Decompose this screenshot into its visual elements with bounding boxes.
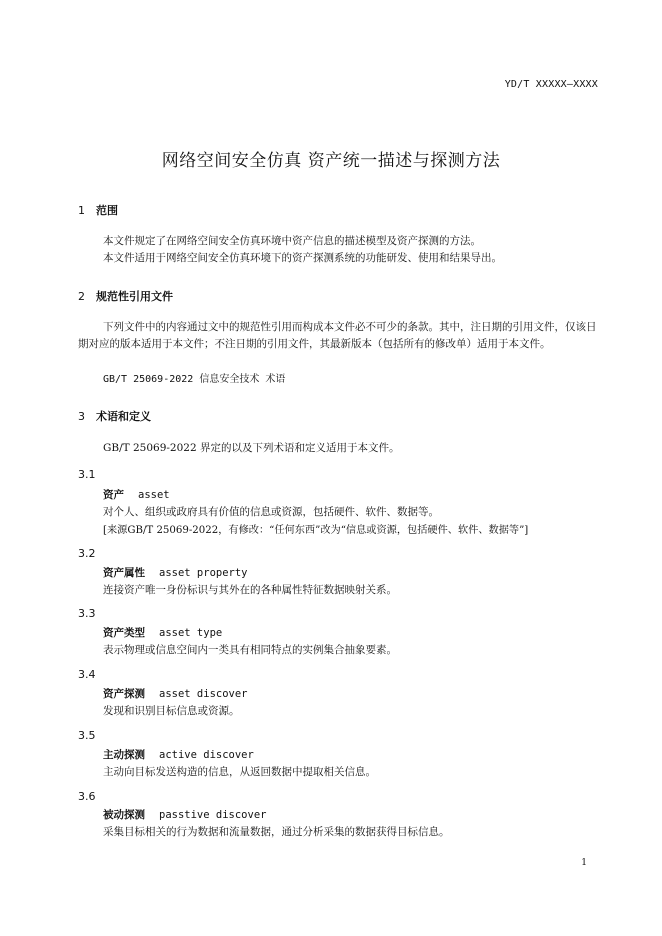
- term-chinese: 资产探测: [103, 688, 145, 700]
- term-english: asset: [138, 489, 170, 501]
- term-heading: [103, 565, 248, 580]
- term-english: asset property: [159, 567, 248, 579]
- term-heading: [103, 747, 254, 762]
- section-title: 规范性引用文件: [96, 290, 173, 303]
- clause-number: 3.3: [78, 607, 96, 620]
- terms-intro: GB/T 25069-2022 界定的以及下列术语和定义适用于本文件。: [103, 442, 400, 454]
- section-title: 范围: [96, 204, 118, 217]
- scope-paragraph-2: 本文件适用于网络空间安全仿真环境下的资产探测系统的功能研发、使用和结果导出。: [103, 252, 502, 264]
- term-definition: 发现和识别目标信息或资源。: [103, 705, 240, 717]
- term-heading: [103, 487, 170, 502]
- term-definition: 对个人、组织或政府具有价值的信息或资源，包括硬件、软件、数据等。: [103, 506, 439, 518]
- term-chinese: 资产: [103, 489, 124, 501]
- term-definition: 采集目标相关的行为数据和流量数据，通过分析采集的数据获得目标信息。: [103, 826, 450, 838]
- document-title: 网络空间安全仿真 资产统一描述与探测方法: [161, 151, 501, 171]
- term-heading: [103, 625, 222, 640]
- clause-number: 3.5: [78, 729, 96, 742]
- term-definition: 表示物理或信息空间内一类具有相同特点的实例集合抽象要素。: [103, 644, 397, 656]
- term-chinese: 被动探测: [103, 809, 145, 821]
- section-heading-terms: [78, 408, 151, 424]
- section-title: 术语和定义: [96, 410, 151, 423]
- term-definition: 主动向目标发送构造的信息，从返回数据中提取相关信息。: [103, 766, 376, 778]
- section-number: 3: [78, 410, 85, 423]
- term-english: active discover: [159, 749, 254, 761]
- term-english: passtive discover: [159, 809, 267, 821]
- term-english: asset discover: [159, 688, 248, 700]
- section-heading-scope: [78, 202, 118, 218]
- clause-number: 3.1: [78, 468, 96, 481]
- term-source-note: [来源GB/T 25069-2022，有修改：“任何东西”改为“信息或资源，包括硬件、软件、数据等”]: [103, 525, 529, 536]
- term-heading: [103, 686, 248, 701]
- section-heading-normative: [78, 288, 173, 304]
- term-heading: [103, 807, 266, 822]
- term-english: asset type: [159, 627, 223, 639]
- clause-number: 3.2: [78, 547, 96, 560]
- term-chinese: 资产属性: [103, 567, 145, 579]
- section-number: 2: [78, 290, 85, 303]
- page-number: 1: [581, 858, 587, 868]
- normative-paragraph: 下列文件中的内容通过文中的规范性引用而构成本文件必不可少的条款。其中，注日期的引用文件，仅该日期对应的版本适用于本文件；不注日期的引用文件，其最新版本（包括所有的修改单）适用于本文件。: [78, 321, 597, 350]
- term-definition: 连接资产唯一身份标识与其外在的各种属性特征数据映射关系。: [103, 584, 397, 596]
- scope-paragraph-1: 本文件规定了在网络空间安全仿真环境中资产信息的描述模型及资产探测的方法。: [103, 235, 481, 247]
- term-chinese: 资产类型: [103, 627, 145, 639]
- clause-number: 3.4: [78, 668, 96, 681]
- term-chinese: 主动探测: [103, 749, 145, 761]
- document-code: YD/T XXXXX—XXXX: [504, 79, 598, 90]
- normative-reference: GB/T 25069-2022 信息安全技术 术语: [103, 374, 286, 385]
- clause-number: 3.6: [78, 790, 96, 803]
- section-number: 1: [78, 204, 85, 217]
